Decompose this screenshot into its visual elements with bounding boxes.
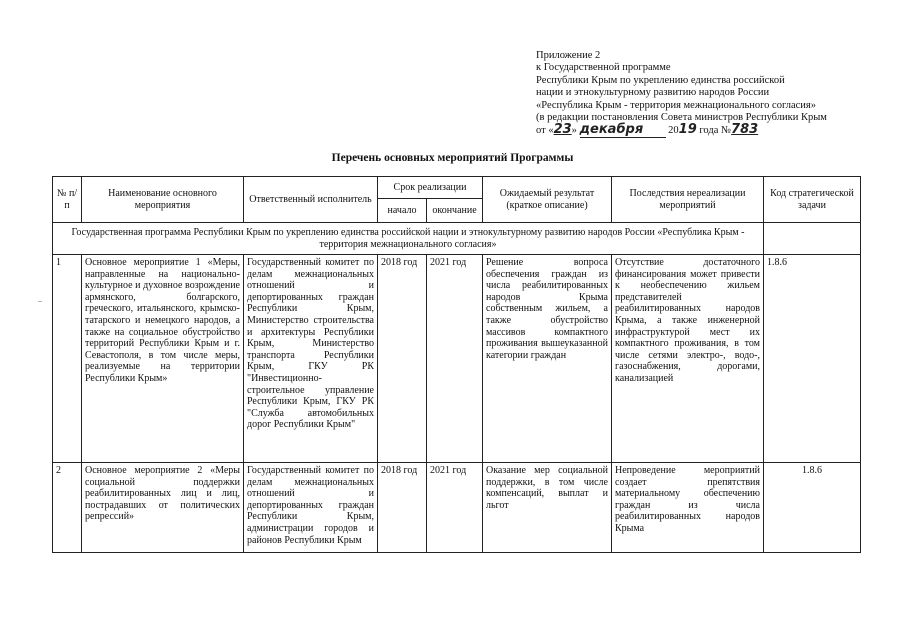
appendix-line-4: нации и этнокультурному развитию народов России (536, 87, 770, 99)
date-year-prefix: 20 (668, 125, 679, 137)
header-result: Ожидаемый результат (краткое описание) (483, 177, 612, 223)
appendix-date-line (536, 124, 856, 137)
header-code: Код стратегической задачи (764, 177, 861, 223)
header-period: Срок реализации (378, 177, 483, 199)
appendix-line-6: (в редакции постановления Совета министров Республики Крым (536, 112, 827, 124)
table-header-row (53, 177, 861, 199)
row-consequences: Непроведение мероприятий создает препятствия материальному обеспечению граждан из числа реабилитированных народов Крыма (612, 463, 764, 553)
document-number-handwritten: 783 (731, 122, 759, 138)
section-code-empty (764, 223, 861, 255)
date-year-handwritten: 19 (678, 122, 697, 138)
date-prefix: от « (536, 125, 554, 137)
row-start: 2018 год (378, 255, 427, 463)
date-day-handwritten: 23 (553, 122, 572, 138)
appendix-line-3: Республики Крым по укреплению единства российской (536, 74, 785, 86)
header-end: окончание (427, 199, 483, 223)
row-name: Основное мероприятие 2 «Меры социальной поддержки реабилитированных лиц и лиц, пострадавших от политических репрессий» (82, 463, 244, 553)
header-start: начало (378, 199, 427, 223)
header-name: Наименование основного мероприятия (82, 177, 244, 223)
appendix-line-1: Приложение 2 (536, 50, 601, 61)
section-row (53, 223, 861, 255)
row-start: 2018 год (378, 463, 427, 553)
row-executor: Государственный комитет по делам межнациональных отношений и депортированных граждан Республики Крым, Министерство строительства и архитектуры Республики Крым, Министерство транспорта Республики Крым, ГКУ РК "Инвестиционно-строительное управление Республики Крым, ГКУ РК "Служба автомобильных дорог Республики Крым" (244, 255, 378, 463)
header-consequences: Последствия нереализации мероприятий (612, 177, 764, 223)
row-name: Основное мероприятие 1 «Меры, направленные на национально-культурное и духовное возрождение армянского, болгарского, греческого, итальянского, крымско-татарского и немецкого народов, а также на социальное обустройство территорий Республики Крым и г. Севастополя, в том числе меры, реализуемые на территории Республики Крым» (82, 255, 244, 463)
row-result: Оказание мер социальной поддержки, в том числе компенсаций, выплат и льгот (483, 463, 612, 553)
row-executor: Государственный комитет по делам межнациональных отношений и депортированных граждан Республики Крым, администрации городов и районов Республики Крым (244, 463, 378, 553)
appendix-line-2: к Государственной программе (536, 62, 671, 74)
date-mid: » (571, 125, 577, 137)
measures-table (52, 176, 861, 553)
header-executor: Ответственный исполнитель (244, 177, 378, 223)
table-row (53, 463, 861, 553)
date-month-handwritten: декабря (580, 124, 666, 137)
row-num: 2 (53, 463, 82, 553)
appendix-line-5: «Республика Крым - территория межнационального согласия» (536, 99, 816, 111)
row-consequences: Отсутствие достаточного финансирования может привести к необеспечению жильем представителей реабилитированных народов Крыма, а также инженерной инфраструктурой мест их компактного проживания, в том числе сетями электро-, водо-, газоснабжения, дорогами, канализацией (612, 255, 764, 463)
date-year-word: года № (699, 125, 732, 137)
row-num: 1 (53, 255, 82, 463)
row-end: 2021 год (427, 255, 483, 463)
row-result: Решение вопроса обеспечения граждан из числа реабилитированных народов Крыма собственным жильем, а также обустройство массивов компактного проживания вышеуказанной категории граждан (483, 255, 612, 463)
page-title: Перечень основных мероприятий Программы (331, 152, 574, 164)
row-code: 1.8.6 (764, 255, 861, 463)
appendix-block (536, 50, 856, 138)
header-num: № п/п (53, 177, 82, 223)
row-code: 1.8.6 (764, 463, 861, 553)
section-title: Государственная программа Республики Крым по укреплению единства российской нации и этнокультурному развитию народов России «Республика Крым - территория межнационального согласия» (53, 223, 764, 255)
row-end: 2021 год (427, 463, 483, 553)
table-row (53, 255, 861, 463)
scan-dash-mark: – (38, 296, 42, 305)
